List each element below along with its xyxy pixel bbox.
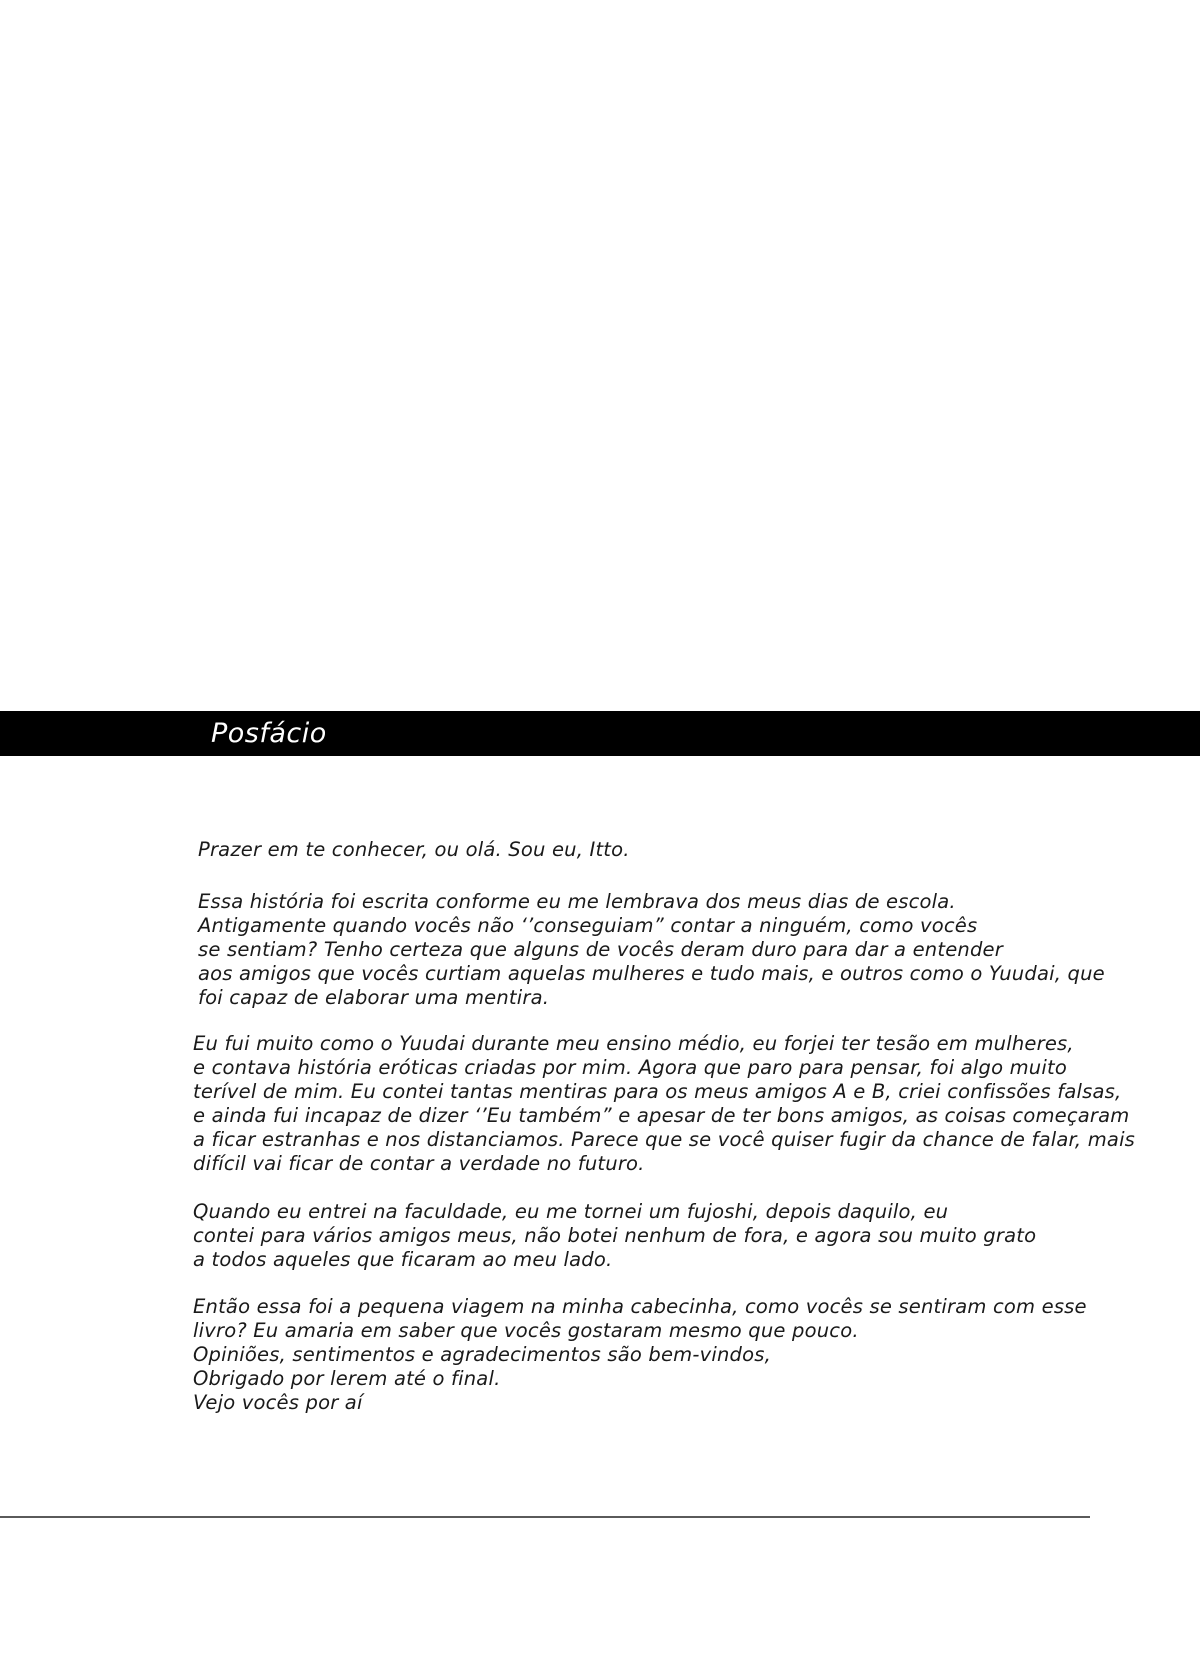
paragraph-line: livro? Eu amaria em saber que vocês gostaram mesmo que pouco.	[193, 1319, 859, 1342]
title-bar	[0, 711, 1200, 756]
paragraph-line: Quando eu entrei na faculdade, eu me tornei um fujoshi, depois daquilo, eu	[193, 1200, 949, 1223]
paragraph-line: Antigamente quando vocês não ‘’conseguiam” contar a ninguém, como vocês	[198, 914, 978, 937]
page-title: Posfácio	[211, 718, 327, 749]
paragraph-line: foi capaz de elaborar uma mentira.	[198, 986, 550, 1009]
paragraph-line: difícil vai ficar de contar a verdade no futuro.	[193, 1152, 645, 1175]
bottom-divider	[0, 1516, 1090, 1518]
paragraph-line: terível de mim. Eu contei tantas mentiras para os meus amigos A e B, criei confissões falsas,	[193, 1080, 1122, 1103]
paragraph-line: Então essa foi a pequena viagem na minha cabecinha, como vocês se sentiram com esse	[193, 1295, 1087, 1318]
paragraph-line: se sentiam? Tenho certeza que alguns de vocês deram duro para dar a entender	[198, 938, 1003, 961]
paragraph-line: e contava história eróticas criadas por mim. Agora que paro para pensar, foi algo muito	[193, 1056, 1067, 1079]
paragraph-line: Obrigado por lerem até o final.	[193, 1367, 501, 1390]
paragraph-line: aos amigos que vocês curtiam aquelas mulheres e tudo mais, e outros como o Yuudai, que	[198, 962, 1105, 985]
paragraph-line: a ficar estranhas e nos distanciamos. Parece que se você quiser fugir da chance de falar, mais	[193, 1128, 1136, 1151]
intro-line: Prazer em te conhecer, ou olá. Sou eu, Itto.	[198, 838, 630, 861]
paragraph-line: contei para vários amigos meus, não botei nenhum de fora, e agora sou muito grato	[193, 1224, 1037, 1247]
paragraph-line: Essa história foi escrita conforme eu me lembrava dos meus dias de escola.	[198, 890, 956, 913]
paragraph-line: Vejo vocês por aí	[193, 1391, 363, 1414]
paragraph-line: Eu fui muito como o Yuudai durante meu ensino médio, eu forjei ter tesão em mulheres,	[193, 1032, 1074, 1055]
paragraph-line: Opiniões, sentimentos e agradecimentos são bem-vindos,	[193, 1343, 771, 1366]
paragraph-line: e ainda fui incapaz de dizer ‘’Eu também” e apesar de ter bons amigos, as coisas começaram	[193, 1104, 1130, 1127]
paragraph-line: a todos aqueles que ficaram ao meu lado.	[193, 1248, 613, 1271]
